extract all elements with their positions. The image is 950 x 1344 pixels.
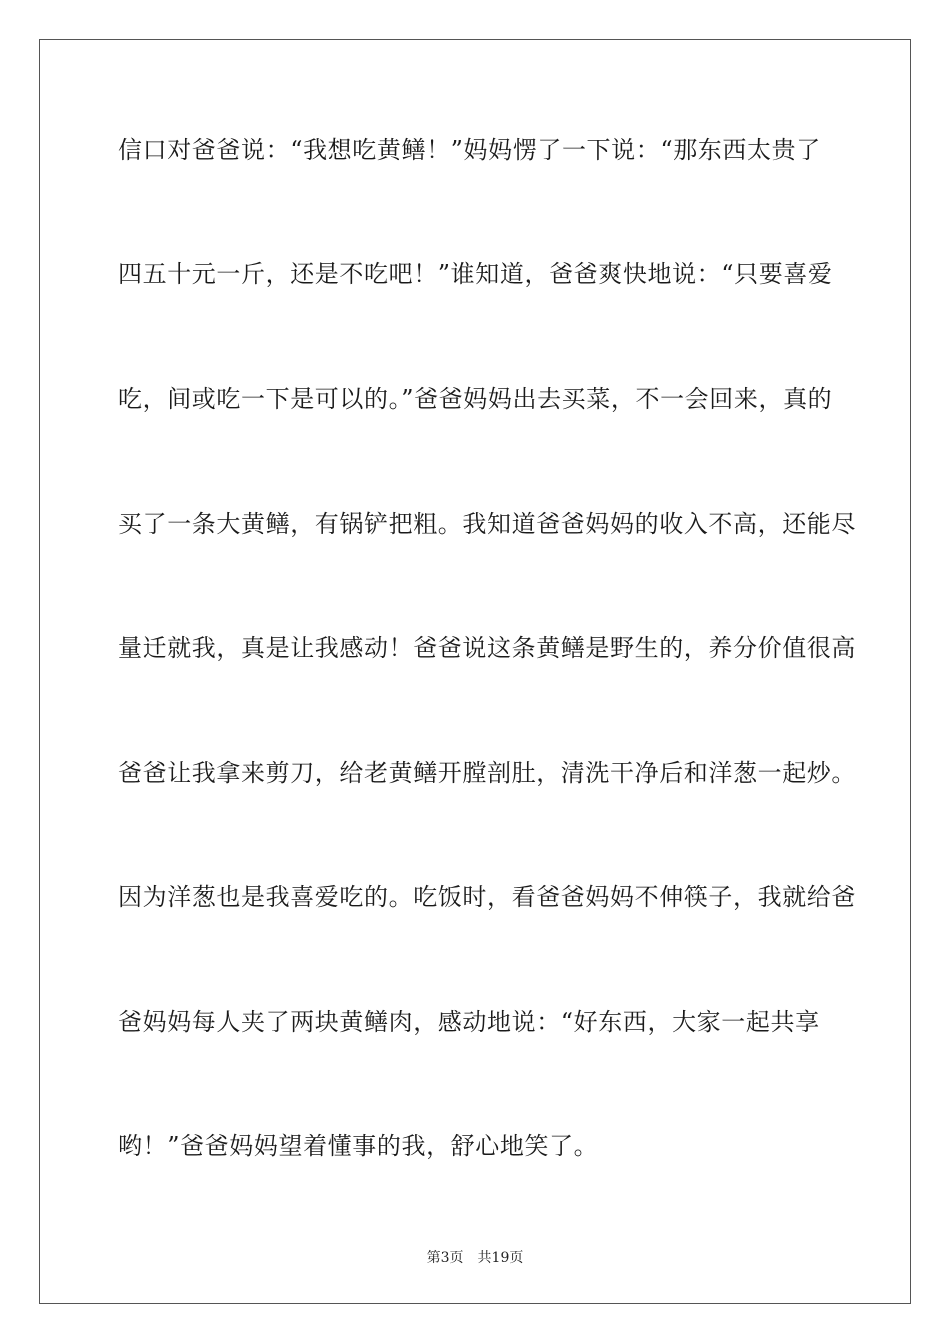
body-text-line: 吃，间或吃一下是可以的。”爸爸妈妈出去买菜，不一会回来，真的 [118,385,833,413]
body-text-line: 爸爸让我拿来剪刀，给老黄鳝开膛剖肚，清洗干净后和洋葱一起炒。 [118,759,856,787]
body-text-line: 四五十元一斤，还是不吃吧！”谁知道，爸爸爽快地说：“只要喜爱 [118,260,833,288]
page-border [39,39,911,1304]
body-text-line: 哟！”爸爸妈妈望着懂事的我，舒心地笑了。 [118,1132,599,1160]
body-text-line: 爸妈妈每人夹了两块黄鳝肉，感动地说：“好东西，大家一起共享 [118,1008,820,1036]
body-text-line: 因为洋葱也是我喜爱吃的。吃饭时，看爸爸妈妈不伸筷子，我就给爸 [118,883,856,911]
page-total: 共19页 [477,1250,524,1266]
body-text-line: 信口对爸爸说：“我想吃黄鳝！”妈妈愣了一下说：“那东西太贵了 [118,136,821,164]
page-footer [0,1249,950,1267]
body-text-line: 量迁就我，真是让我感动！爸爸说这条黄鳝是野生的，养分价值很高 [118,634,856,662]
page-number: 第3页 [426,1250,464,1266]
body-text-line: 买了一条大黄鳝，有锅铲把粗。我知道爸爸妈妈的收入不高，还能尽 [118,510,856,538]
